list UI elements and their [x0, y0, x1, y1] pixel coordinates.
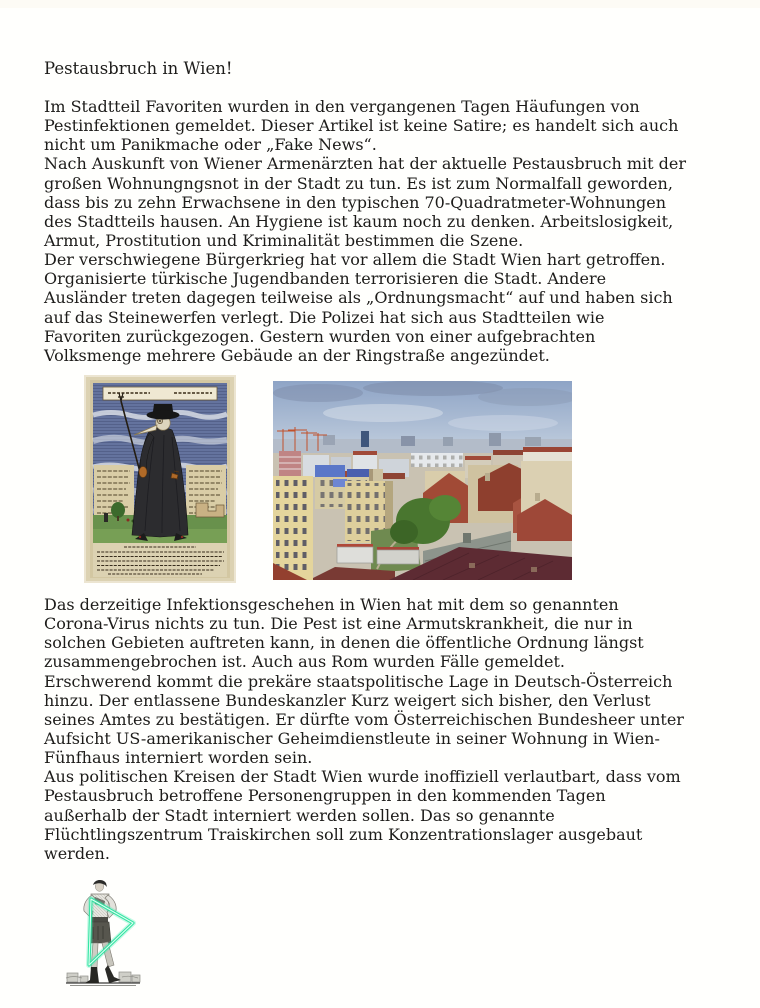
- text-line: dass bis zu zehn Erwachsene in den typischen 70-Quadratmeter-Wohnungen: [44, 192, 667, 212]
- text-line: Fünfhaus interniert worden sein.: [44, 748, 313, 768]
- article-title: Pestausbruch in Wien!: [44, 59, 233, 78]
- text-line: zusammengebrochen ist. Auch aus Rom wurden Fälle gemeldet.: [44, 652, 565, 672]
- text-line: nicht um Panikmache oder „Fake News“.: [44, 135, 377, 155]
- text-line: des Stadtteils hausen. An Hygiene ist kaum noch zu denken. Arbeitslosigkeit,: [44, 211, 674, 231]
- text-line: solchen Gebieten auftreten kann, in denen die öffentliche Ordnung längst: [44, 633, 644, 653]
- text-line: Pestinfektionen gemeldet. Dieser Artikel ist keine Satire; es handelt sich auch: [44, 116, 679, 136]
- text-line: großen Wohnungngsnot in der Stadt zu tun. Es ist zum Normalfall geworden,: [44, 173, 673, 193]
- text-line: Aufsicht US-amerikanischer Geheimdienstleute in seiner Wohnung in Wien-: [44, 728, 660, 748]
- plague-doctor-illustration: [84, 375, 236, 583]
- text-line: Im Stadtteil Favoriten wurden in den vergangenen Tagen Häufungen von: [44, 97, 640, 116]
- text-line: Armut, Prostitution und Kriminalität bestimmen die Szene.: [44, 230, 524, 250]
- text-line: Favoriten zurückgezogen. Gestern wurden von einer aufgebrachten: [44, 326, 596, 346]
- etched-figure-neon-triangle: [62, 877, 144, 991]
- text-line: Organisierte türkische Jugendbanden terrorisieren die Stadt. Andere: [44, 269, 607, 289]
- text-line: Nach Auskunft von Wiener Armenärzten hat der aktuelle Pestausbruch mit der: [44, 154, 687, 174]
- vienna-rooftops-photo: [273, 381, 572, 580]
- text-line: Ausländer treten dagegen teilweise als „Ordnungsmacht“ auf und haben sich: [44, 288, 673, 308]
- text-line: werden.: [44, 843, 110, 863]
- text-line: außerhalb der Stadt interniert werden sollen. Das so genannte: [44, 805, 555, 825]
- page-top-band: [0, 0, 760, 8]
- text-line: Der verschwiegene Bürgerkrieg hat vor allem die Stadt Wien hart getroffen.: [44, 250, 666, 270]
- article-paragraphs-upper: [44, 97, 686, 365]
- article-paragraphs-lower: [44, 595, 684, 863]
- text-line: Aus politischen Kreisen der Stadt Wien wurde inoffiziell verlautbart, dass vom: [44, 767, 681, 787]
- figure-triangle-image: [62, 877, 144, 991]
- vienna-cityscape-image: [273, 381, 572, 580]
- text-line: Corona-Virus nichts zu tun. Die Pest ist eine Armutskrankheit, die nur in: [44, 614, 633, 634]
- text-line: hinzu. Der entlassene Bundeskanzler Kurz weigert sich bisher, den Verlust: [44, 690, 651, 710]
- etched-ground: [66, 972, 140, 986]
- left-apartment-building: [273, 476, 313, 580]
- text-line: auf das Steinewerfen verlegt. Die Polizei hat sich aus Stadtteilen wie: [44, 307, 605, 327]
- text-line: Das derzeitige Infektionsgeschehen in Wien hat mit dem so genannten: [44, 595, 619, 614]
- text-line: Pestausbruch betroffene Personengruppen in den kommenden Tagen: [44, 786, 606, 806]
- text-line: Volksmenge mehrere Gebäude an der Ringstraße angezündet.: [44, 345, 550, 365]
- text-line: seines Amtes zu bestätigen. Er dürfte vom Österreichischen Bundesheer unter: [44, 709, 684, 729]
- plague-doctor-engraving-image: [84, 375, 236, 583]
- caption-text-block: [93, 543, 227, 577]
- text-line: Flüchtlingszentrum Traiskirchen soll zum Konzentrationslager ausgebaut: [44, 824, 643, 844]
- text-line: Erschwerend kommt die prekäre staatspolitische Lage in Deutsch-Österreich: [44, 671, 673, 691]
